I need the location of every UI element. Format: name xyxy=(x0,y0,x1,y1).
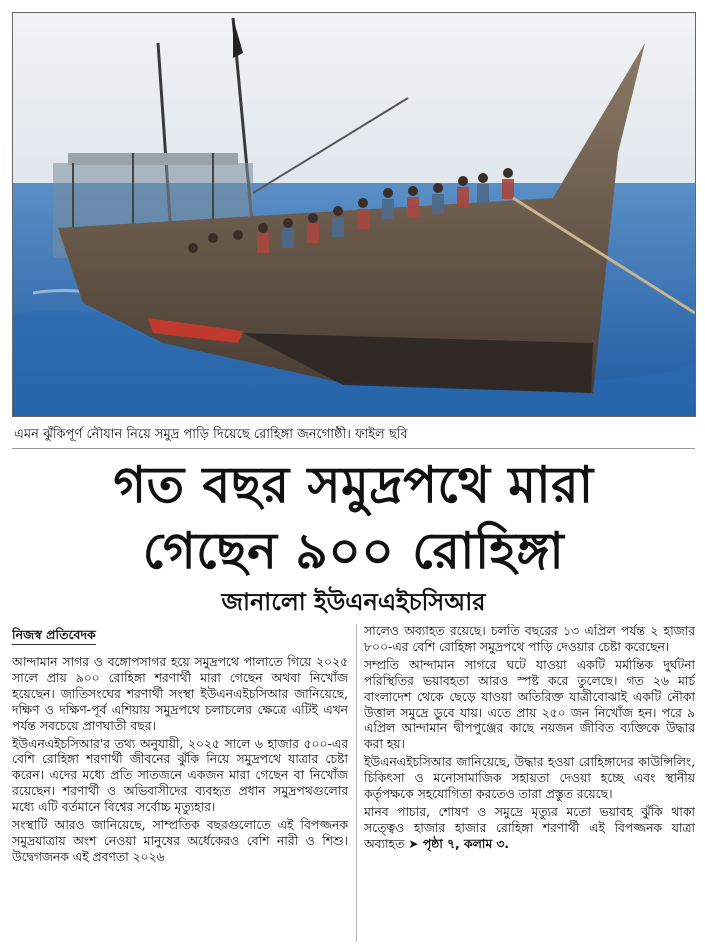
continuation-link[interactable]: ➤ পৃষ্ঠা ৭, কলাম ৩. xyxy=(408,836,510,851)
headline-line-1: গত বছর সমুদ্রপথে মারা xyxy=(113,456,594,514)
rohingya-boat-photo-icon xyxy=(13,13,695,416)
headline xyxy=(12,452,695,584)
paragraph: ইউএনএইচসিআর জানিয়েছে, উদ্ধার হওয়া রোহিঙ্গাদের কাউন্সিলিং, চিকিৎসা ও মনোসামাজিক সহায়তা দেওয়া হচ্ছে এবং স্থানীয় কর্তৃপক্ষকে সহযোগিতা করতেও তারা প্রস্তুত রয়েছে। xyxy=(364,755,695,802)
column-divider xyxy=(356,624,357,942)
headline-line-2: গেছেন ৯০০ রোহিঙ্গা xyxy=(142,522,565,580)
paragraph xyxy=(364,805,695,853)
subheadline: জানালো ইউএনএইচসিআর xyxy=(221,588,486,616)
paragraph: সংস্থাটি আরও জানিয়েছে, সাম্প্রতিক বছরগুলোতে এই বিপজ্জনক সমুদ্রযাত্রায় অংশ নেওয়া মানুষের অর্ধেকেরও বেশি নারী ও শিশু। উদ্বেগজনক এই প্রবণতা ২০২৬ xyxy=(12,818,348,864)
article-column-right xyxy=(364,624,695,946)
paragraph: সালেও অব্যাহত রয়েছে। চলতি বছরের ১৩ এপ্রিল পর্যন্ত ২ হাজার ৮০০-এর বেশি রোহিঙ্গা সমুদ্রপথে পাড়ি দেওয়ার চেষ্টা করেছেন। xyxy=(364,624,695,654)
news-photo xyxy=(12,12,696,417)
paragraph: সম্প্রতি আন্দামান সাগরে ঘটে যাওয়া একটি মর্মান্তিক দুর্ঘটনা পরিস্থিতির ভয়াবহতা আরও স্পষ্ট করে তুলেছে। গত ২৬ মার্চ বাংলাদেশ থেকে ছেড়ে যাওয়া অতিরিক্ত যাত্রীবোঝাই একটি নৌকা উত্তাল সমুদ্রে ডুবে যায়। এতে প্রায় ২৫০ জন নিখোঁজ হন। পরে ৯ এপ্রিল আন্দামান দ্বীপপুঞ্জের কাছে নয়জন জীবিত ব্যক্তিকে উদ্ধার করা হয়। xyxy=(364,657,695,752)
article-column-left xyxy=(12,624,348,946)
paragraph: আন্দামান সাগর ও বঙ্গোপসাগর হয়ে সমুদ্রপথে পালাতে গিয়ে ২০২৫ সালে প্রায় ৯০০ রোহিঙ্গা শরণার্থী মারা গেছেন অথবা নিখোঁজ হয়েছেন। জাতিসংঘের শরণার্থী সংস্থা ইউএনএইচসিআর জানিয়েছে, দক্ষিণ ও দক্ষিণ-পূর্ব এশিয়ায় সমুদ্রপথে চলাচলের ক্ষেত্রে এটিই এখন পর্যন্ত সবচেয়ে প্রাণঘাতী বছর। xyxy=(12,655,348,733)
divider xyxy=(12,448,695,449)
photo-caption: এমন ঝুঁকিপূর্ণ নৌযান নিয়ে সমুদ্র পাড়ি দিয়েছে রোহিঙ্গা জনগোষ্ঠী। ফাইল ছবি xyxy=(14,427,408,442)
paragraph: ইউএনএইচসিআর'র তথ্য অনুযায়ী, ২০২৫ সালে ৬ হাজার ৫০০-এর বেশি রোহিঙ্গা শরণার্থী জীবনের ঝুঁকি নিয়ে সমুদ্রপথে যাত্রার চেষ্টা করেন। এদের মধ্যে প্রতি সাতজনে একজন মারা গেছেন বা নিখোঁজ রয়েছেন। শরণার্থী ও অভিবাসীদের ব্যবহৃত প্রধান সমুদ্রপথগুলোর মধ্যে এটি বর্তমানে বিশ্বের সর্বোচ্চ মৃত্যুহার। xyxy=(12,736,348,815)
byline: নিজস্ব প্রতিবেদক xyxy=(12,626,96,645)
paragraph-text: মানব পাচার, শোষণ ও সমুদ্রে মৃত্যুর মতো ভয়াবহ ঝুঁকি থাকা সত্ত্বেও হাজার হাজার রোহিঙ্গা শরণার্থী এই বিপজ্জনক যাত্রা অব্যাহত xyxy=(364,804,695,851)
